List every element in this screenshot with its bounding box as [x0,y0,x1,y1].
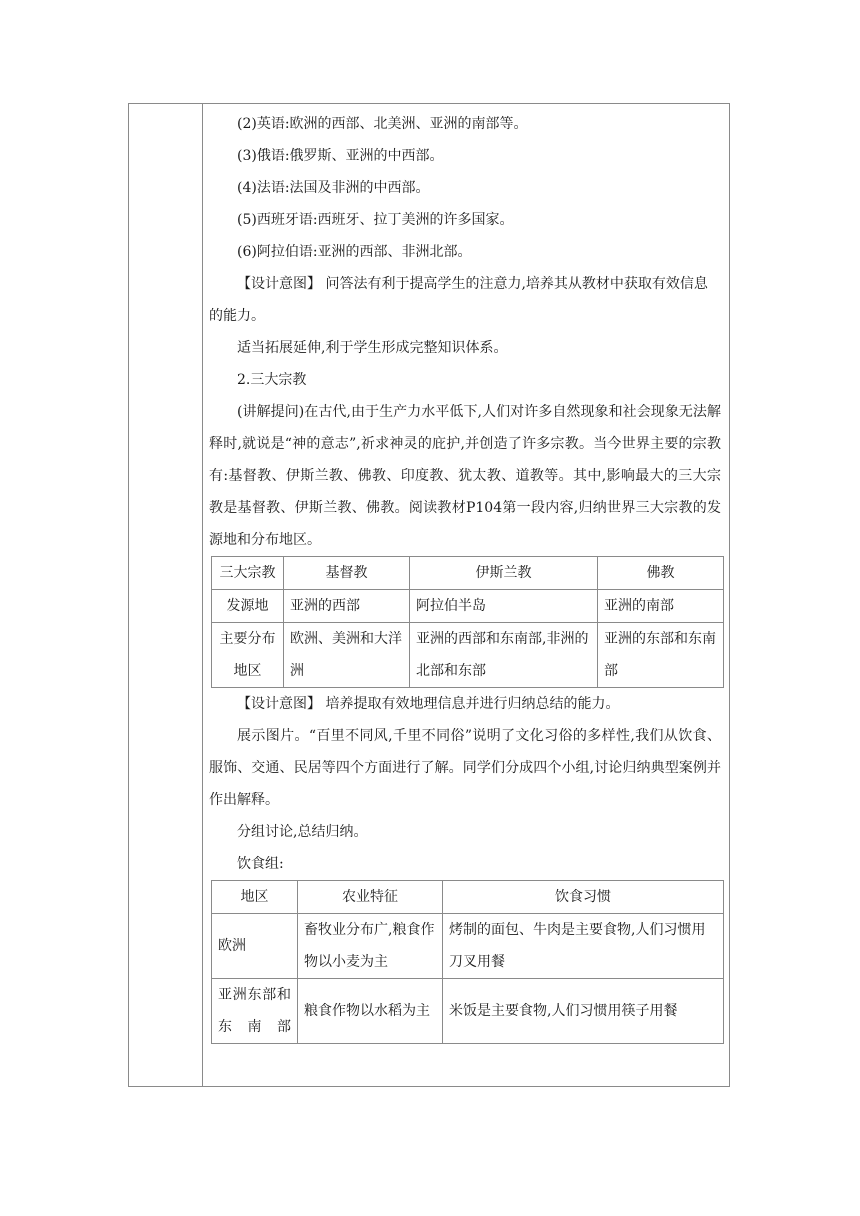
column-divider [202,104,203,1086]
table-header-cell: 三大宗教 [212,557,284,590]
table-cell: 亚洲东部和东南部 [212,979,298,1044]
language-line-spanish: (5)西班牙语:西班牙、拉丁美洲的许多国家。 [237,212,514,228]
language-line-russian: (3)俄语:俄罗斯、亚洲的中西部。 [237,148,444,164]
table-cell: 亚洲的东部和东南部 [598,623,724,688]
table-cell: 亚洲的南部 [598,590,724,623]
table-cell: 畜牧业分布广,粮食作物以小麦为主 [298,914,443,979]
table-row [212,881,724,914]
show-pictures-paragraph: 展示图片。“百里不同风,千里不同俗”说明了文化习俗的多样性,我们从饮食、服饰、交通、民居等四个方面进行了解。同学们分成四个小组,讨论归纳典型案例并作出解释。 [209,728,721,808]
table-header-cell: 伊斯兰教 [410,557,598,590]
section-heading-religions: 2.三大宗教 [237,372,307,388]
table-header-cell: 农业特征 [298,881,443,914]
food-table [211,880,724,1044]
design-intent-1: 【设计意图】 问答法有利于提高学生的注意力,培养其从教材中获取有效信息的能力。 [209,276,708,324]
table-cell: 米饭是主要食物,人们习惯用筷子用餐 [443,979,724,1044]
table-cell: 主要分布地区 [212,623,284,688]
religion-paragraph: (讲解提问)在古代,由于生产力水平低下,人们对许多自然现象和社会现象无法解释时,就说是“神的意志”,祈求神灵的庇护,并创造了许多宗教。当今世界主要的宗教有:基督教、伊斯兰教、佛教、印度教、犹太教、道教等。其中,影响最大的三大宗教是基督教、伊斯兰教、佛教。阅读教材P104第一段内容,归纳世界三大宗教的发源地和分布地区。 [209,404,721,548]
table-cell: 发源地 [212,590,284,623]
design-intent-2: 【设计意图】 培养提取有效地理信息并进行归纳总结的能力。 [237,696,620,712]
language-line-english: (2)英语:欧洲的西部、北美洲、亚洲的南部等。 [237,116,528,132]
table-cell: 欧洲、美洲和大洋洲 [284,623,410,688]
table-row [212,914,724,979]
lesson-plan-frame [128,103,730,1087]
extension-note: 适当拓展延伸,利于学生形成完整知识体系。 [237,340,508,356]
table-header-cell: 饮食习惯 [443,881,724,914]
table-cell: 亚洲的西部 [284,590,410,623]
table-header-cell: 地区 [212,881,298,914]
table-row [212,979,724,1044]
table-row [212,590,724,623]
food-group-label: 饮食组: [237,856,284,872]
language-line-french: (4)法语:法国及非洲的中西部。 [237,180,430,196]
table-row [212,557,724,590]
table-header-cell: 佛教 [598,557,724,590]
table-header-cell: 基督教 [284,557,410,590]
lesson-content [209,108,721,1044]
religion-table [211,556,724,688]
table-cell: 烤制的面包、牛肉是主要食物,人们习惯用刀叉用餐 [443,914,724,979]
table-cell: 阿拉伯半岛 [410,590,598,623]
table-cell: 欧洲 [212,914,298,979]
table-cell: 粮食作物以水稻为主 [298,979,443,1044]
language-line-arabic: (6)阿拉伯语:亚洲的西部、非洲北部。 [237,244,472,260]
table-cell: 亚洲的西部和东南部,非洲的北部和东部 [410,623,598,688]
table-row [212,623,724,688]
group-discussion-line: 分组讨论,总结归纳。 [237,824,368,840]
